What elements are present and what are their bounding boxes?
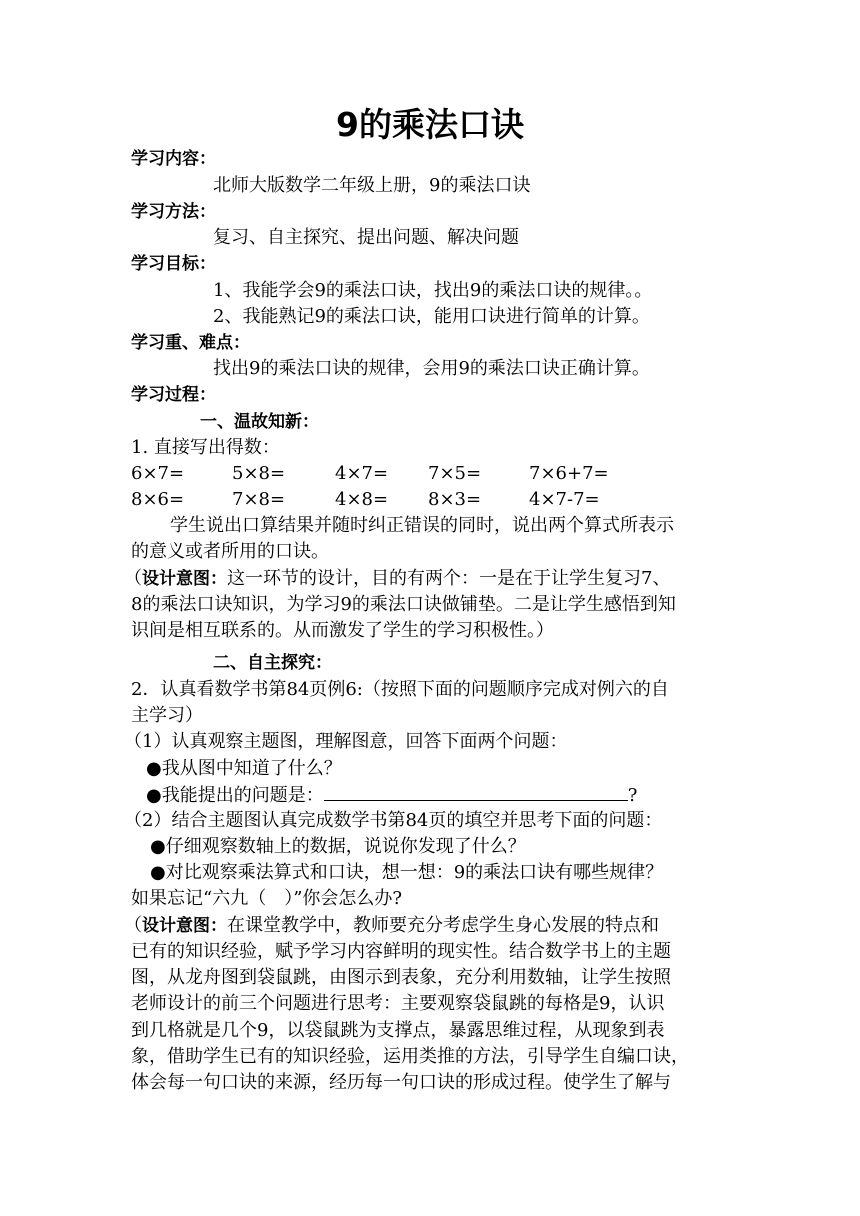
question-2-line-1: 2．认真看数学书第84页例6:（按照下面的问题顺序完成对例六的自 [131,679,669,700]
intent-label: 设计意图： [142,916,227,936]
part1-heading: 一、温故知新： [200,412,319,432]
intent-2-line-7: 体会每一句口诀的来源，经历每一句口诀的形成过程。使学生了解与 [131,1072,671,1093]
calc-item: 7×5= [428,463,482,484]
heading-method: 学习方法： [131,202,216,222]
intent-2-line-6: 象，借助学生已有的知识经验，运用类推的方法，引导学生自编口诀， [131,1046,689,1067]
goal-item-1: 1、我能学会9的乘法口诀，找出9的乘法口诀的规律。。 [213,280,653,301]
bullet-2 [146,782,637,809]
calc-item: 8×6= [131,489,185,510]
intent-2-line-4: 老师设计的前三个问题进行思考：主要观察袋鼠跳的每格是9，认识 [131,993,665,1014]
answer-blank [324,782,628,801]
bullet-4-line-2: 如果忘记“六九（ ）”你会怎么办? [131,888,403,909]
calc-item: 8×3= [428,489,482,510]
page-title: 9的乘法口诀 [336,105,524,144]
bullet-4: ●对比观察乘法算式和口诀，想一想：9的乘法口诀有哪些规律？ [150,862,664,883]
bullet-1: ●我从图中知道了什么？ [146,758,342,779]
heading-key-points: 学习重、难点： [131,333,250,353]
paragraph-1-line-2: 的意义或者所用的口诀。 [131,541,329,562]
intent-1-line-2: 8的乘法口诀知识，为学习9的乘法口诀做铺垫。二是让学生感悟到知 [131,594,676,615]
method-text: 复习、自主探究、提出问题、解决问题 [213,227,519,248]
calc-item: 5×8= [232,463,286,484]
intent-2-line-2: 已有的知识经验，赋予学习内容鲜明的现实性。结合数学书上的主题 [131,941,671,962]
open-paren: （ [124,915,142,936]
goal-item-2: 2、我能熟记9的乘法口诀，能用口诀进行简单的计算。 [213,306,650,327]
open-paren: （ [124,568,142,589]
intent-1-line-1 [124,566,670,592]
intent-text: 这一环节的设计，目的有两个：一是在于让学生复习7、 [227,568,671,589]
intent-1-line-3: 识间是相互联系的。从而激发了学生的学习积极性。） [131,620,554,641]
key-points-text: 找出9的乘法口诀的规律，会用9的乘法口诀正确计算。 [213,358,650,379]
intent-label: 设计意图： [142,569,227,589]
heading-goals: 学习目标： [131,254,216,274]
intent-2-line-3: 图，从龙舟图到袋鼠跳，由图示到表象，充分利用数轴，让学生按照 [131,967,671,988]
question-1: 1. 直接写出得数： [131,437,280,458]
paragraph-1-line-1: 学生说出口算结果并随时纠正错误的同时，说出两个算式所表示 [170,515,674,536]
calc-item: 7×6+7= [529,463,609,484]
content-text: 北师大版数学二年级上册，9的乘法口诀 [213,175,531,196]
intent-text: 在课堂教学中，教师要充分考虑学生身心发展的特点和 [227,915,659,936]
calc-item: 4×7-7= [529,489,600,510]
intent-2-line-5: 到几格就是几个9，以袋鼠跳为支撑点，暴露思维过程，从现象到表 [131,1020,665,1041]
calc-item: 7×8= [232,489,286,510]
calc-item: 4×8= [335,489,389,510]
question-2-line-2: 主学习） [131,705,203,726]
sub-question-1: （1）认真观察主题图，理解图意，回答下面两个问题： [124,731,568,752]
bullet-2-end: ? [627,785,638,806]
intent-2-line-1 [124,913,659,939]
bullet-3: ●仔细观察数轴上的数据，说说你发现了什么？ [150,836,526,857]
calc-item: 6×7= [131,463,185,484]
heading-process: 学习过程： [131,385,216,405]
bullet-2-text: ●我能提出的问题是： [146,785,324,806]
sub-question-2: （2）结合主题图认真完成数学书第84页的填空并思考下面的问题： [124,810,663,831]
calc-item: 4×7= [335,463,389,484]
heading-content: 学习内容： [131,149,216,169]
part2-heading: 二、自主探究： [213,653,332,673]
